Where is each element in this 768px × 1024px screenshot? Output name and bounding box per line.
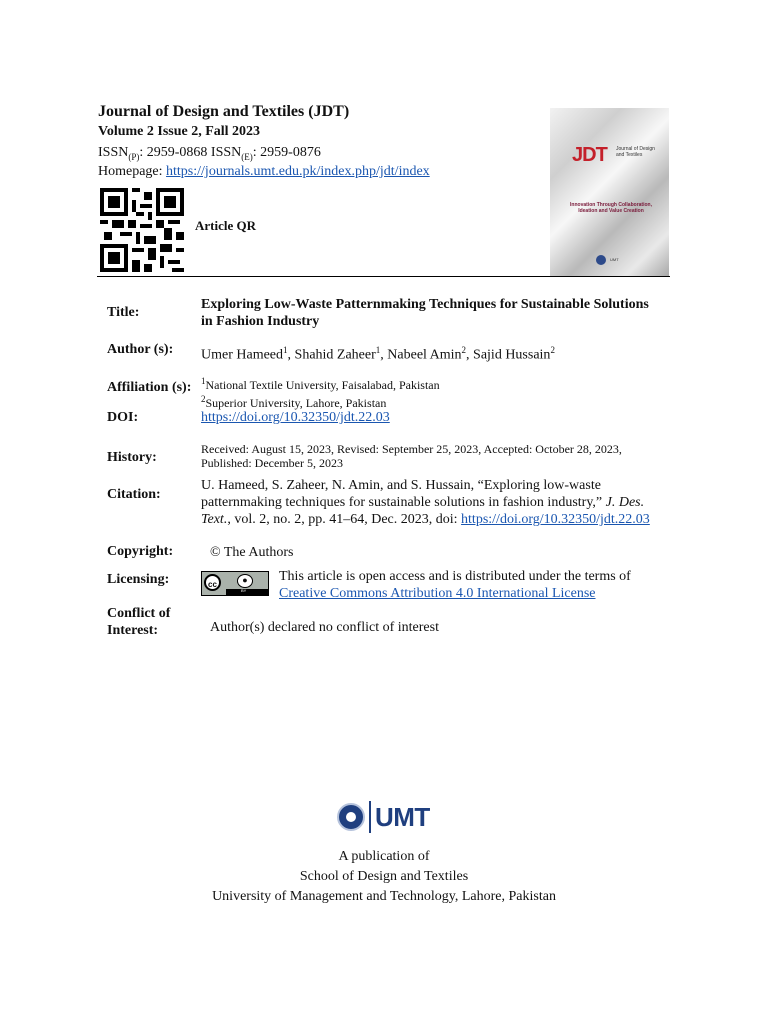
title-label: Title:	[107, 305, 140, 320]
citation-doi-link[interactable]: https://doi.org/10.32350/jdt.22.03	[461, 512, 650, 527]
author-name: , Shahid Zaheer	[287, 347, 376, 363]
author-name: , Sajid Hussain	[466, 347, 551, 363]
doi-value	[201, 409, 390, 426]
issn-print-value: : 2959-0868 ISSN	[139, 145, 242, 160]
authors-label: Author (s):	[107, 342, 174, 357]
affiliation-value	[201, 374, 440, 410]
license-link[interactable]: Creative Commons Attribution 4.0 International License	[279, 586, 596, 601]
cover-seal-icon	[596, 255, 606, 265]
homepage-label: Homepage:	[98, 164, 167, 179]
author-affiliation-sup: 2	[550, 345, 555, 355]
affiliation-text: National Textile University, Faisalabad, Pakistan	[205, 378, 440, 392]
copyright-label: Copyright:	[107, 544, 174, 559]
conflict-label-line: Interest:	[107, 623, 159, 638]
journal-cover-image	[550, 108, 669, 276]
history-label: History:	[107, 450, 157, 465]
article-qr-icon	[100, 187, 184, 273]
doi-link[interactable]: https://doi.org/10.32350/jdt.22.03	[201, 410, 390, 425]
copyright-value: © The Authors	[210, 545, 294, 560]
licensing-text: This article is open access and is distributed under the terms of	[279, 569, 631, 584]
header-divider	[97, 276, 670, 277]
citation-value	[201, 477, 661, 528]
affiliation-sup: 1	[201, 376, 206, 386]
issn-label: ISSN	[98, 145, 129, 160]
author-affiliation-sup: 2	[461, 345, 467, 355]
article-title: Exploring Low-Waste Patternmaking Techniques for Sustainable Solutions in Fashion Industry	[201, 297, 649, 329]
attribution-person-icon: ●	[237, 574, 253, 588]
author-name: Umer Hameed	[201, 347, 284, 363]
authors-value	[201, 342, 555, 364]
umt-logo	[337, 801, 437, 841]
homepage-link[interactable]: https://journals.umt.edu.pk/index.php/jdt/index	[166, 164, 430, 179]
issn-line	[98, 145, 321, 162]
citation-details: , vol. 2, no. 2, pp. 41–64, Dec. 2023, doi:	[227, 512, 462, 527]
affiliation-label: Affiliation (s):	[107, 380, 192, 395]
conflict-label	[107, 605, 170, 639]
publisher-school: School of Design and Textiles	[299, 869, 469, 884]
affiliation-text: Superior University, Lahore, Pakistan	[205, 396, 387, 410]
issn-electronic-sub: (E)	[241, 151, 253, 162]
affiliation-line	[201, 374, 440, 392]
publication-line: A publication of	[338, 849, 430, 864]
citation-text: U. Hameed, S. Zaheer, N. Amin, and S. Hussain, “Exploring low-waste patternmaking techniques for sustainable solutions in fashion industry,”	[201, 478, 606, 510]
umt-logo-bar	[369, 801, 371, 833]
licensing-value	[279, 568, 659, 602]
cover-logo: JDT	[572, 144, 607, 166]
author-name: , Nabeel Amin	[380, 347, 462, 363]
issn-print-sub: (P)	[128, 151, 140, 162]
by-label: BY	[241, 588, 247, 593]
cc-by-badge-icon	[201, 571, 269, 596]
citation-journal: J. Des. Text.	[201, 495, 645, 527]
citation-label: Citation:	[107, 487, 161, 502]
doi-label: DOI:	[107, 410, 139, 425]
cover-footer: UMT	[610, 257, 619, 262]
by-bar	[226, 589, 268, 595]
umt-seal-icon	[337, 803, 365, 831]
affiliation-sup: 2	[201, 394, 206, 404]
issn-electronic-value: : 2959-0876	[252, 145, 321, 160]
conflict-label-line: Conflict of	[107, 606, 171, 621]
cc-icon: cc	[204, 574, 221, 591]
author-affiliation-sup: 1	[375, 345, 381, 355]
article-qr-label: Article QR	[195, 218, 257, 233]
volume-issue: Volume 2 Issue 2, Fall 2023	[98, 124, 261, 139]
affiliation-line	[201, 392, 440, 410]
author-affiliation-sup: 1	[283, 345, 288, 355]
publisher-university: University of Management and Technology, Lahore, Pakistan	[212, 889, 556, 904]
history-value: Received: August 15, 2023, Revised: September 25, 2023, Accepted: October 28, 2023, Published: December 5, 2023	[201, 442, 622, 470]
umt-logo-text: UMT	[375, 802, 430, 832]
journal-title: Journal of Design and Textiles (JDT)	[98, 103, 350, 120]
conflict-value: Author(s) declared no conflict of interest	[210, 620, 439, 635]
licensing-label: Licensing:	[107, 572, 170, 587]
cover-journal-name: Journal of Design and Textiles	[616, 146, 655, 158]
homepage-line	[98, 164, 430, 180]
cover-tagline: Innovation Through Collaboration, Ideation and Value Creation	[570, 202, 652, 214]
